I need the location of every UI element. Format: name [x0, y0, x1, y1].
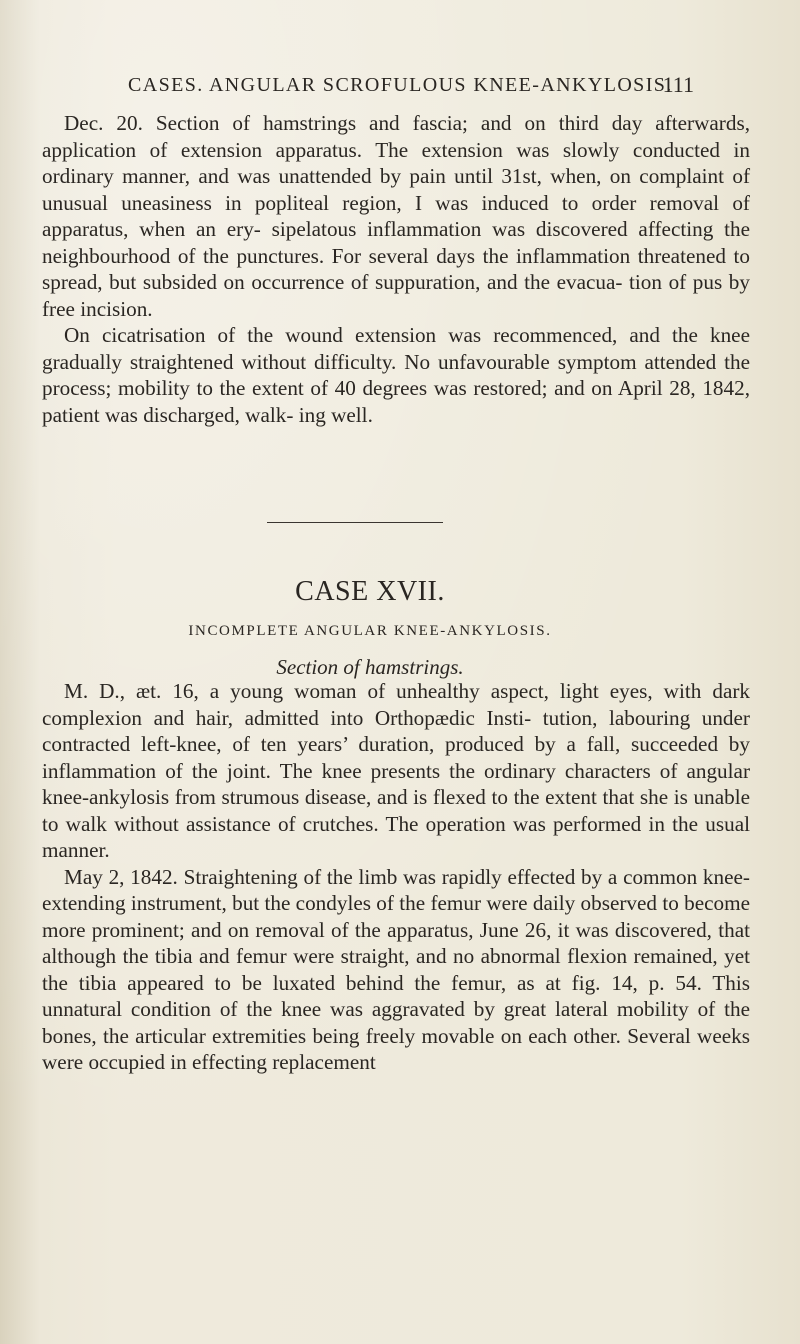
case-section-title: Section of hamstrings.: [276, 655, 464, 679]
paragraph: May 2, 1842. Straightening of the limb was rapidly effected by a common knee-extending instrument, but the condyles of the femur were daily observed to become more prominent; and on removal of the apparatus, June 26, it was discovered, that although the tibia and femur were straight, and no abnormal flexion remained, yet the tibia appeared to be luxated behind the femur, as at fig. 14, p. 54. This unnatural condition of the knee was aggravated by great lateral mobility of the bones, the articular extremities being freely movable on each other. Several weeks were occupied in effecting replacement: [42, 864, 750, 1074]
case-subheading: INCOMPLETE ANGULAR KNEE-ANKYLOSIS.: [188, 623, 552, 639]
case-text-block: [42, 678, 750, 1076]
paragraph: M. D., æt. 16, a young woman of unhealthy aspect, light eyes, with dark complexion and hair, admitted into Orthopædic Insti- tution, labouring under contracted left-knee, of ten years’ duration, produced by a fall, succeeded by inflammation of the joint. The knee presents the ordinary characters of angular knee-ankylosis from strumous disease, and is flexed to the extent that she is unable to walk without assistance of crutches. The operation was performed in the usual manner.: [42, 679, 750, 862]
page-number: 111: [662, 72, 694, 97]
top-text-block: [42, 110, 750, 428]
paragraph: On cicatrisation of the wound extension was recommenced, and the knee gradually straightened without difficulty. No unfavourable symptom attended the process; mobility to the extent of 40 degrees was restored; and on April 28, 1842, patient was discharged, walk- ing well.: [42, 323, 750, 427]
paragraph: Dec. 20. Section of hamstrings and fascia; and on third day afterwards, application of extension apparatus. The extension was slowly conducted in ordinary manner, and was unattended by pain until 31st, when, on complaint of unusual uneasiness in popliteal region, I was induced to order removal of apparatus, when an ery- sipelatous inflammation was discovered affecting the neighbourhood of the punctures. For several days the inflammation threatened to spread, but subsided on occurrence of suppuration, and the evacua- tion of pus by free incision.: [42, 111, 750, 321]
section-divider: [267, 522, 443, 523]
case-heading: CASE XVII.: [295, 576, 445, 607]
running-head: [128, 64, 694, 98]
running-head-title: CASES. ANGULAR SCROFULOUS KNEE-ANKYLOSIS.: [128, 74, 673, 96]
